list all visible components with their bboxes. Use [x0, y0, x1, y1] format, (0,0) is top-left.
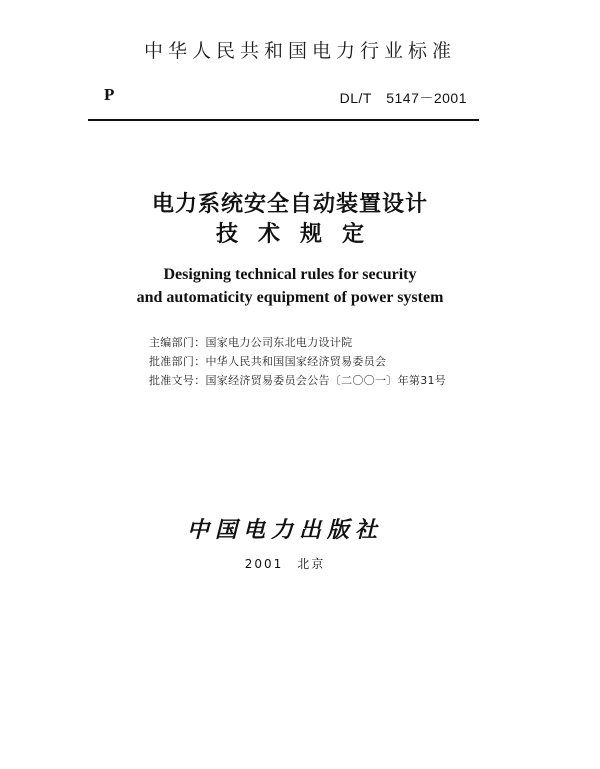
header-divider	[88, 119, 479, 121]
editor-unit: 主编部门：国家电力公司东北电力设计院	[149, 336, 353, 349]
title-english-line-1: Designing technical rules for security	[163, 266, 417, 283]
imprint-year-city: 2001 北京	[244, 557, 326, 571]
title-chinese-line-2: 技术规定	[215, 221, 384, 247]
standard-category: 中华人民共和国电力行业标准	[143, 40, 456, 62]
classification-code: P	[104, 85, 115, 104]
publisher-name: 中国电力出版社	[186, 517, 383, 543]
approval-unit: 批准部门：中华人民共和国国家经济贸易委员会	[149, 355, 387, 368]
title-chinese-line-1: 电力系统安全自动装置设计	[151, 191, 428, 217]
approval-document: 批准文号：国家经济贸易委员会公告〔二〇〇一〕年第31号	[149, 374, 447, 387]
title-english-line-2: and automaticity equipment of power system	[136, 289, 444, 306]
standard-number: DL/T 5147－2001	[339, 90, 467, 106]
